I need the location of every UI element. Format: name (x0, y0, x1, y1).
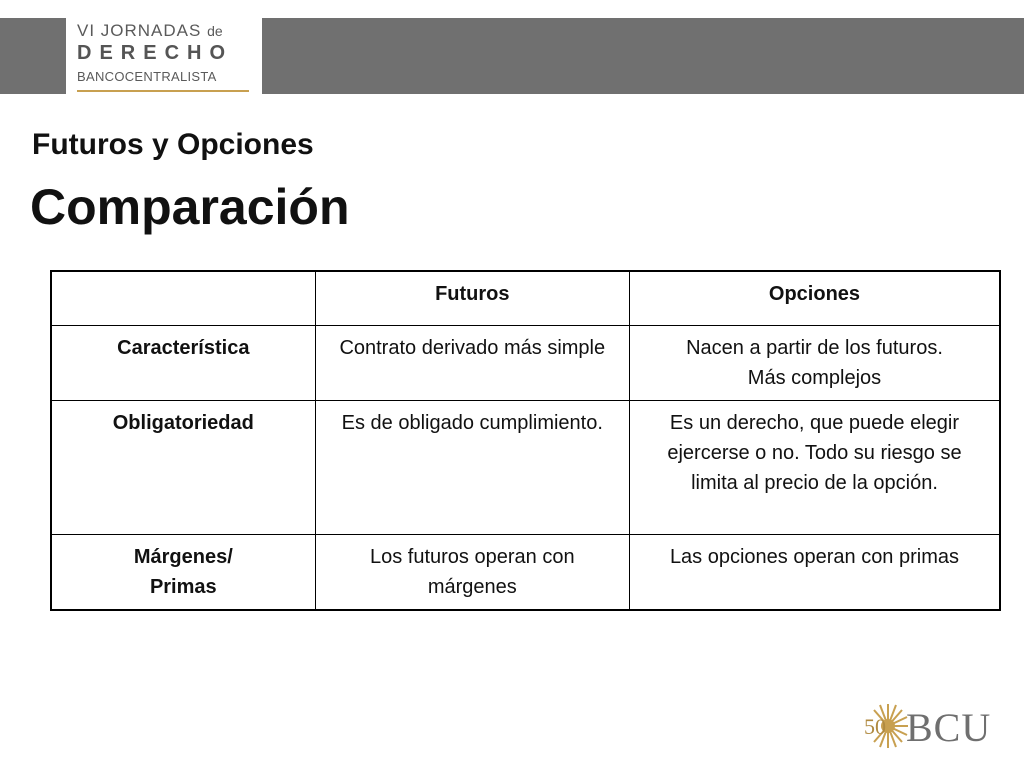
logo-line-1-text: VI JORNADAS (77, 21, 202, 40)
slide-subtitle: Futuros y Opciones (32, 128, 314, 161)
cell-opciones-caracteristica (629, 325, 1000, 400)
cell-futuros-caracteristica: Contrato derivado más simple (315, 325, 629, 400)
cell-opciones-caracteristica-line1: Nacen a partir de los futuros. (686, 336, 943, 359)
table-header-row (51, 271, 1000, 325)
cell-futuros-obligatoriedad: Es de obligado cumplimiento. (315, 400, 629, 534)
row-label-obligatoriedad: Obligatoriedad (51, 400, 315, 534)
row-label-margenes-primas (51, 534, 315, 610)
row-label-caracteristica: Característica (51, 325, 315, 400)
cell-futuros-margenes: Los futuros operan con márgenes (315, 534, 629, 610)
sunburst-icon (862, 700, 910, 752)
logo-line-1 (77, 21, 223, 41)
bcu-logo-text: BCU (906, 705, 992, 750)
table-row (51, 325, 1000, 400)
cell-opciones-caracteristica-line2: Más complejos (747, 366, 882, 389)
logo-line-3: BANCOCENTRALISTA (77, 69, 217, 84)
comparison-table (50, 270, 1001, 611)
logo-line-1-de: de (207, 23, 223, 39)
table-row (51, 400, 1000, 534)
row-label-primas: Primas (149, 575, 217, 598)
logo-number: 50 (864, 714, 886, 739)
cell-opciones-obligatoriedad: Es un derecho, que puede elegir ejercerse o no. Todo su riesgo se limita al precio de la opción. (629, 400, 1000, 534)
slide-title: Comparación (30, 179, 350, 235)
header-cell-opciones: Opciones (629, 271, 1000, 325)
row-label-margenes: Márgenes/ (133, 545, 233, 568)
logo-line-2: DERECHO (77, 42, 234, 64)
cell-opciones-primas: Las opciones operan con primas (629, 534, 1000, 610)
bcu-logo (862, 700, 1002, 752)
table-row (51, 534, 1000, 610)
event-logo (66, 12, 262, 96)
logo-underline (77, 90, 249, 92)
header-cell-futuros: Futuros (315, 271, 629, 325)
header-cell-empty (51, 271, 315, 325)
